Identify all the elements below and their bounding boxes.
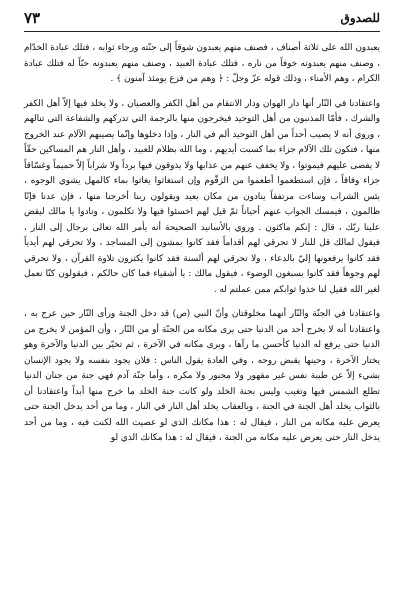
paragraph-hellfire: واعتقادنا في النّار أنها دار الهوان ودار الانتقام من أهل الكفر والعصيان ، ولا يخلد فيها إلاّ أهل الكفر والشرك ، فأمّا المذنبون من أهل التوحيد فيخرجون منها بالرحمة التي تدركهم والشفاعة التي تنالهم ، وروي أنه لا يصيب أحداً من أهل التوحيد ألم في النار ، وإذا دخلوها وإنّما يصيبهم الآلام عند الخروج منها ، فتكون تلك الآلام جزاء بما كسبت أيديهم ، وما الله بظلام للعبيد ، وأهل النار هم المساكين حقّاً لا يقضى عليهم فيموتوا ، ولا يخفف عنهم من عذابها ولا يذوقون فيها برداً ولا شراباً إلاّ حميماً وغسّاقاً جزاء وفاقاً ، فإن استطعموا أطعموا من الزقّوم وإن استغاثوا يغاثوا بماء كالمهل يشوي الوجوه ، بئس الشراب وساءت مرتفقاً ينادون من مكان بعيد ويقولون ربنا أخرجنا منها ، فإن عدنا فإنّا ظالمون ، فيمسك الجواب عنهم أحياناً ثمّ قيل لهم اخسئوا فيها ولا تكلمون ، ونادوا يا مالك ليقض علينا ربّك ، قال : إنكم ماكثون . وروي بالأسانيد الصحيحة أنه يأمر الله تعالى برجال إلى النار ، فيقول لمالك قل للنار لا تحرقي لهم أقداماً فقد كانوا يمشون إلى المساجد ، ولا تحرقي لهم أيدياً فقد كانوا يرفعونها إليّ بالدعاء ، ولا تحرقي لهم ألسنة فقد كانوا يكثرون تلاوة القرآن ، ولا تحرقي لهم وجوهاً فقد كانوا يسبغون الوضوء ، فيقول مالك : يا أشقياء فما كان حالكم ، فيقولون كنّا نعمل لغير الله فقيل لنا خذوا ثوابكم ممن عملتم له . bbox=[23, 98, 380, 295]
page-number: ٧٣ bbox=[24, 9, 41, 27]
paragraph-paradise: واعتقادنا في الجنّة والنّار أنهما مخلوقتان وأنّ النبي (ص) قد دخل الجنة ورأى النّار حين عرج به ، واعتقادنا أنه لا يخرج أحد من الدنيا حتى يرى مكانه من الجنّة أو من النّار ، وأن المؤمن لا يخرج من الدنيا حتى يرفع له الدنيا كأحسن ما رآها ، ويرى مكانه في الآخرة ، ثم تخيّر بين الدنيا والآخرة وهو يختار الآخرة ، وحينها يقبض روحه ، وفي العادة يقول الناس : فلان يجود بنفسه ولا يجود الإنسان بشيء إلاّ عن طيبة نفس غير مقهور ولا مجبور ولا مكره ، وأما جنّة آدم فهي جنة من جنان الدنيا تطلع الشمس فيها وتغيب وليس بجنة الخلد ولو كانت جنة الخلد ما خرج منها أبداً واعتقادنا أن بالثواب يخلد أهل الجنة في الجنة ، وبالعقاب يخلد أهل النار في النار ، وما من أحد يدخل الجنة حتى يعرض عليه مكانه من النار ، فيقال له : هذا مكانك الذي لو عصيت الله لكنت فيه ، وما من أحد يدخل النار حتى يعرض عليه مكانه من الجنة ، فيقال له : هذا مكانك الذي لو bbox=[24, 309, 380, 443]
paragraph-worship: يعبدون الله على ثلاثة أصناف ، فصنف منهم يعبدون شوقاً إلى جنّته ورجاء ثوابه ، فتلك عبادة الخدّام ، وصنف منهم يعبدونه خوفاً من ناره ، فتلك عبادة العبيد ، وصنف منهم يعبدونه حبّاً له فتلك عبادة الكرام ، وهم الأمناء ، وذلك قوله عزّ وجلّ : ﴿ وهم من فزع يومئذ آمنون ﴾ . bbox=[24, 43, 380, 84]
page-header bbox=[24, 8, 380, 28]
header-rule bbox=[24, 31, 380, 32]
running-title: للصدوق bbox=[340, 11, 380, 25]
